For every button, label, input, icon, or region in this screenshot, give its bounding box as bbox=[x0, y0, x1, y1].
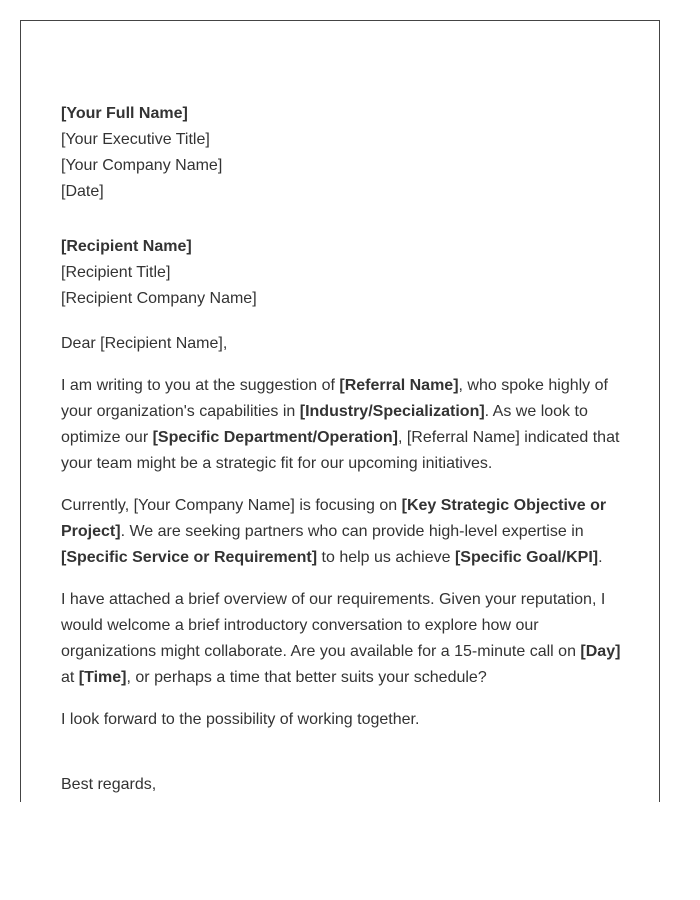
department-placeholder: [Specific Department/Operation] bbox=[152, 429, 398, 446]
sender-block bbox=[61, 101, 626, 205]
paragraph-referral bbox=[61, 373, 626, 477]
paragraph-line bbox=[61, 545, 626, 571]
letter-date: [Date] bbox=[61, 183, 104, 200]
objective-placeholder: [Key Strategic Objective or bbox=[401, 497, 607, 514]
industry-placeholder: [Industry/Specialization] bbox=[299, 403, 485, 420]
text-run: your organization's capabilities in bbox=[61, 403, 300, 420]
paragraph-line: I have attached a brief overview of our requirements. Given your reputation, I bbox=[61, 591, 606, 608]
sender-name: [Your Full Name] bbox=[61, 105, 188, 122]
text-run: , or perhaps a time that better suits your schedule? bbox=[126, 669, 487, 686]
recipient-name: [Recipient Name] bbox=[61, 238, 192, 255]
paragraph-line bbox=[61, 665, 626, 691]
paragraph-line: would welcome a brief introductory conversation to explore how our bbox=[61, 617, 539, 634]
letter-page bbox=[20, 20, 660, 802]
closing-paragraph: I look forward to the possibility of working together. bbox=[61, 711, 420, 728]
text-run: organizations might collaborate. Are you available for a 15-minute call on bbox=[61, 643, 581, 660]
text-run: . We are seeking partners who can provide high-level expertise in bbox=[120, 523, 584, 540]
paragraph-line bbox=[61, 399, 626, 425]
paragraph-line bbox=[61, 425, 626, 451]
sender-title: [Your Executive Title] bbox=[61, 131, 210, 148]
text-run: , who spoke highly of bbox=[458, 377, 608, 394]
recipient-title: [Recipient Title] bbox=[61, 264, 171, 281]
service-placeholder: [Specific Service or Requirement] bbox=[61, 549, 318, 566]
goal-placeholder: [Specific Goal/KPI] bbox=[454, 549, 599, 566]
sender-company: [Your Company Name] bbox=[61, 157, 223, 174]
paragraph-line bbox=[61, 373, 626, 399]
paragraph-objective bbox=[61, 493, 626, 571]
text-run: at bbox=[61, 669, 79, 686]
recipient-company: [Recipient Company Name] bbox=[61, 290, 257, 307]
paragraph-line: your team might be a strategic fit for our upcoming initiatives. bbox=[61, 455, 493, 472]
paragraph-line bbox=[61, 519, 626, 545]
paragraph-line bbox=[61, 493, 626, 519]
text-run: to help us achieve bbox=[317, 549, 455, 566]
text-run: optimize our bbox=[61, 429, 153, 446]
day-placeholder: [Day] bbox=[580, 643, 621, 660]
text-run: . As we look to bbox=[484, 403, 588, 420]
text-run: Currently, [Your Company Name] is focusing on bbox=[61, 497, 402, 514]
text-run: , [Referral Name] indicated that bbox=[397, 429, 620, 446]
objective-placeholder: Project] bbox=[61, 523, 121, 540]
signoff: Best regards, bbox=[61, 776, 157, 793]
time-placeholder: [Time] bbox=[78, 669, 127, 686]
text-run: I am writing to you at the suggestion of bbox=[61, 377, 340, 394]
paragraph-request bbox=[61, 587, 626, 691]
salutation: Dear [Recipient Name], bbox=[61, 335, 228, 352]
paragraph-line bbox=[61, 639, 626, 665]
referral-placeholder: [Referral Name] bbox=[339, 377, 459, 394]
recipient-block bbox=[61, 234, 626, 312]
letter-body bbox=[61, 101, 626, 798]
text-run: . bbox=[598, 549, 603, 566]
